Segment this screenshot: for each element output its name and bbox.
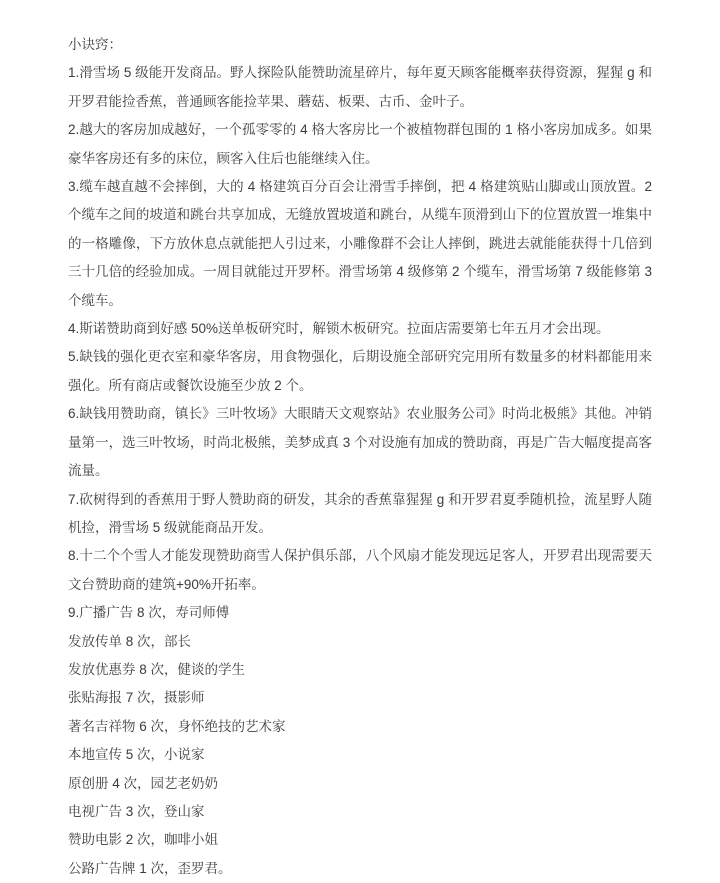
tip-6-sponsors-money: 6.缺钱用赞助商，镇长》三叶牧场》大眼睛天文观察站》农业服务公司》时尚北极熊》其他。冲销量第一，选三叶牧场，时尚北极熊，美梦成真 3 个对设施有加成的赞助商，再是广告大幅度提高客流量。 bbox=[68, 406, 652, 479]
tip-2-guest-rooms: 2.越大的客房加成越好，一个孤零零的 4 格大客房比一个被植物群包围的 1 格小客房加成多。如果豪华客房还有多的床位，顾客入住后也能继续入住。 bbox=[68, 122, 652, 166]
ad-line-booklet: 原创册 4 次，园艺老奶奶 bbox=[68, 775, 219, 791]
ad-line-tv: 电视广告 3 次，登山家 bbox=[68, 803, 205, 819]
tip-3-cable-cars: 3.缆车越直越不会摔倒，大的 4 格建筑百分百会让滑雪手摔倒，把 4 格建筑贴山脚或山顶放置。2 个缆车之间的坡道和跳台共享加成，无缝放置坡道和跳台，从缆车顶滑到山下的位置放置一堆集中的一格雕像，下方放休息点就能把人引过来，小雕像群不会让人摔倒，跳进去就能能获得十几倍到三十几倍的经验加成。一周目就能过开罗杯。滑雪场第 4 级修第 2 个缆车，滑雪场第 7 级能修第 3 个缆车。 bbox=[68, 179, 652, 308]
ad-line-movie: 赞助电影 2 次，咖啡小姐 bbox=[68, 832, 219, 848]
ad-line-local-promo: 本地宣传 5 次，小说家 bbox=[68, 747, 205, 763]
ad-line-flyer: 发放传单 8 次，部长 bbox=[68, 633, 192, 649]
tip-7-bananas: 7.砍树得到的香蕉用于野人赞助商的研发，其余的香蕉靠猩猩 g 和开罗君夏季随机捡，流星野人随机捡，滑雪场 5 级就能商品开发。 bbox=[68, 491, 652, 535]
ad-line-poster: 张贴海报 7 次，摄影师 bbox=[68, 690, 205, 706]
tip-5-upgrades: 5.缺钱的强化更衣室和豪华客房，用食物强化，后期设施全部研究完用所有数量多的材料都能用来强化。所有商店或餐饮设施至少放 2 个。 bbox=[68, 349, 652, 393]
tip-9-radio-ad: 9.广播广告 8 次，寿司师傅 bbox=[68, 605, 230, 621]
tip-8-snowmen-fans: 8.十二个个雪人才能发现赞助商雪人保护俱乐部，八个风扇才能发现远足客人，开罗君出现需要天文台赞助商的建筑+90%开拓率。 bbox=[68, 548, 652, 592]
tip-1-ski-resort-products: 1.滑雪场 5 级能开发商品。野人探险队能赞助流星碎片，每年夏天顾客能概率获得资源，猩猩 g 和开罗君能捡香蕉，普通顾客能捡苹果、蘑菇、板栗、古币、金叶子。 bbox=[68, 65, 652, 109]
document-page bbox=[68, 31, 652, 883]
ad-line-mascot: 著名吉祥物 6 次，身怀绝技的艺术家 bbox=[68, 718, 286, 734]
tip-4-sponsor-research: 4.斯诺赞助商到好感 50%送单板研究时，解锁木板研究。拉面店需要第七年五月才会出现。 bbox=[68, 321, 610, 337]
ad-line-billboard: 公路广告牌 1 次，歪罗君。 bbox=[68, 860, 232, 876]
document-heading: 小诀窍： bbox=[68, 37, 122, 52]
ad-line-coupon: 发放优惠券 8 次，健谈的学生 bbox=[68, 661, 246, 677]
